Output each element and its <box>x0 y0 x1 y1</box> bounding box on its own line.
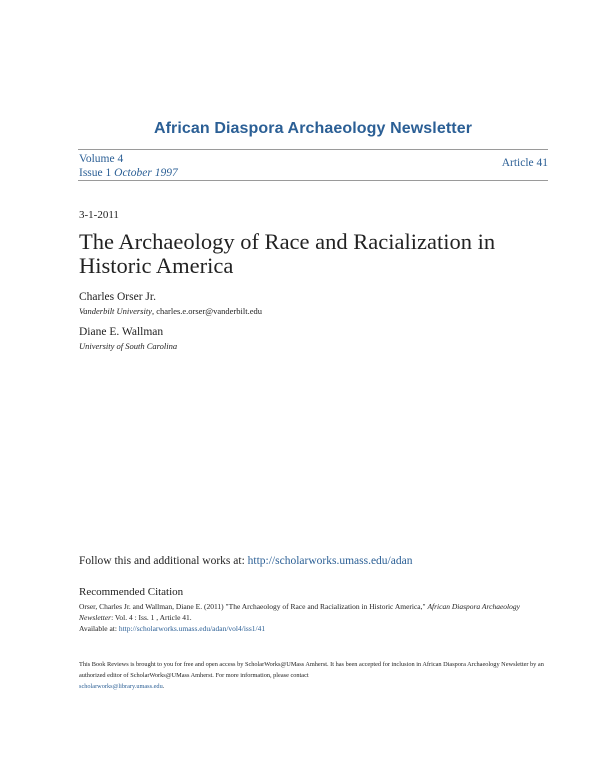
author-name-1[interactable]: Charles Orser Jr. <box>79 291 156 303</box>
issue-link[interactable]: Issue 1 <box>79 167 112 179</box>
header-rule-top <box>78 149 548 150</box>
access-notice <box>79 659 549 692</box>
notice-end: . <box>162 683 165 690</box>
available-label: Available at: <box>79 624 119 633</box>
volume-link[interactable]: Volume 4 <box>79 153 124 165</box>
affiliation-1: Vanderbilt University <box>79 306 152 316</box>
issue-line <box>79 166 178 180</box>
author-name-2[interactable]: Diane E. Wallman <box>79 326 164 338</box>
citation-text: Orser, Charles Jr. and Wallman, Diane E. (2011) "The Archaeology of Race and Racialization in Historic America," <box>79 602 428 611</box>
article-link[interactable]: Article 41 <box>501 157 548 169</box>
author-email-1[interactable]: , charles.e.orser@vanderbilt.edu <box>151 306 262 316</box>
follow-line <box>79 555 412 567</box>
document-title: The Archaeology of Race and Racialization in Historic America <box>79 229 496 278</box>
citation-volume: : Vol. 4 : Iss. 1 , Article 41. <box>111 613 192 622</box>
follow-url-link[interactable]: http://scholarworks.umass.edu/adan <box>247 555 413 567</box>
publication-date: 3-1-2011 <box>79 209 119 221</box>
issue-info <box>79 152 178 180</box>
available-url-link[interactable]: http://scholarworks.umass.edu/adan/vol4/iss1/41 <box>118 624 266 633</box>
follow-text: Follow this and additional works at: <box>79 555 248 567</box>
header-rule-bottom <box>78 180 548 181</box>
contact-email-link[interactable]: scholarworks@library.umass.edu <box>79 683 163 690</box>
issue-date: October 1997 <box>114 167 178 179</box>
citation-body <box>79 601 549 634</box>
citation-journal: African Diaspora Archaeology Newsletter <box>79 602 520 622</box>
author-affiliation-1 <box>79 306 262 316</box>
citation-heading: Recommended Citation <box>79 586 184 598</box>
notice-text: This Book Reviews is brought to you for free and open access by ScholarWorks@UMass Amherst. It has been accepted for inclusion in African Diaspora Archaeology Newsletter by an authorized editor of ScholarWorks@UMass Amherst. For more information, please contact <box>79 661 544 679</box>
author-affiliation-2 <box>79 341 177 351</box>
journal-title-link[interactable]: African Diaspora Archaeology Newsletter <box>153 120 473 137</box>
affiliation-2: University of South Carolina <box>79 341 178 351</box>
